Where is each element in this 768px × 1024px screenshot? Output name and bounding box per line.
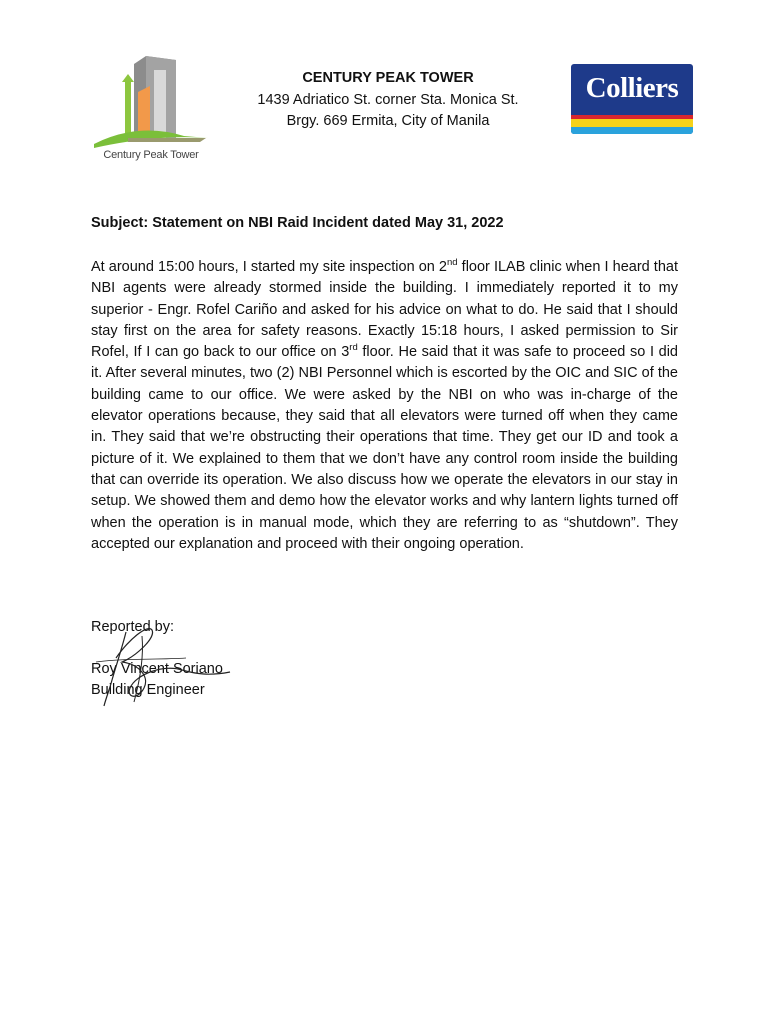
body-segment-3: floor. He said that it was safe to proceed so I did it. After several minutes, two (2) NBI Personnel which is escorted by the OIC and SIC of the building came to our office. We were asked by the NBI on who was in-charge of the elevator operations because, they said that all elevators were turned off when they came in. They said that we’re obstructing their operations that time. They get our ID and took a picture of it. We explained to them that we don’t have any control room inside the building that can override its operation. We also discuss how we operate the elevators in our stay in setup. We showed them and demo how the elevator works and why lantern lights turned off when the operation is in manual mode, which they are referring to as “shutdown”. They accepted our explanation and proceed with their ongoing operation.	[91, 344, 678, 552]
ordinal-suffix-2: rd	[349, 342, 358, 354]
logo-bar-orange	[138, 86, 150, 138]
colliers-wordmark: Colliers	[585, 72, 679, 104]
address-line-1: 1439 Adriatico St. corner Sta. Monica St.	[257, 91, 519, 108]
logo-caption: Century Peak Tower	[103, 149, 199, 161]
letterhead-address	[230, 68, 546, 133]
subject-line: Subject: Statement on NBI Raid Incident dated May 31, 2022	[91, 215, 504, 231]
statement-paragraph	[91, 257, 678, 555]
body-segment-1: At around 15:00 hours, I started my site inspection on 2	[91, 259, 447, 275]
signatory-title: Building Engineer	[91, 682, 205, 698]
logo-stripe-blue	[571, 127, 693, 134]
body-segment-2: floor ILAB clinic when I heard that NBI agents were already stormed inside the building. I immediately reported it to my superior - Engr. Rofel Cariño and asked for his advice on what to do. He said that I should stay first on the area for safety reasons. Exactly 15:18 hours, I asked permission to Sir Rofel, If I can go back to our office on 3	[91, 259, 678, 361]
logo-bar-green	[122, 74, 134, 138]
building-name: CENTURY PEAK TOWER	[302, 70, 474, 86]
tower-logo-graphic	[88, 52, 214, 152]
signatory-name: Roy Vincent Soriano	[91, 661, 223, 677]
colliers-logo	[571, 64, 693, 134]
century-peak-tower-logo	[88, 52, 214, 170]
ordinal-suffix-1: nd	[447, 257, 458, 269]
address-line-2: Brgy. 669 Ermita, City of Manila	[286, 113, 490, 129]
reported-by-label: Reported by:	[91, 619, 175, 635]
